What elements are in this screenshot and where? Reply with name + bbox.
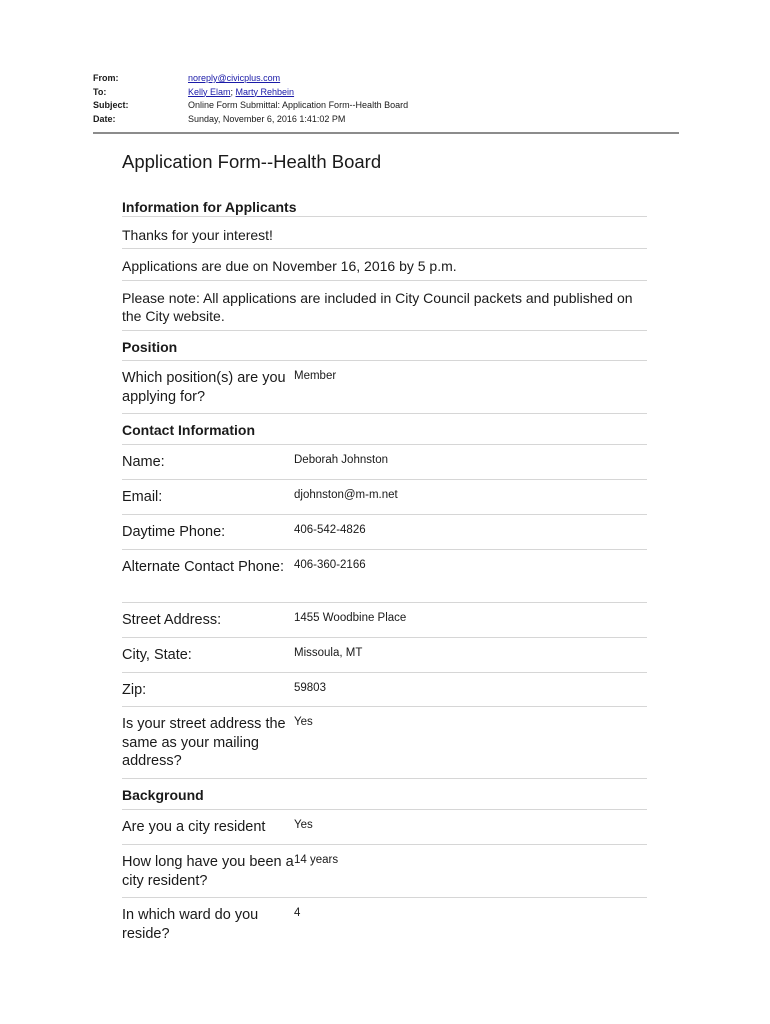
field-value: Missoula, MT (294, 647, 363, 659)
field-label: Zip: (122, 682, 147, 698)
field-value: 1455 Woodbine Place (294, 612, 407, 624)
field-label: How long have you been a city resident? (122, 854, 294, 889)
field-value: Deborah Johnston (294, 454, 388, 466)
date-row (93, 113, 633, 127)
field-row (122, 638, 647, 673)
to-recipient-link[interactable]: Marty Rehbein (235, 86, 295, 97)
field-value: 4 (294, 907, 301, 919)
field-label: Which position(s) are you applying for? (122, 370, 286, 405)
info-line: Applications are due on November 16, 2016 by 5 p.m. (122, 249, 647, 281)
field-label: Street Address: (122, 612, 222, 628)
subject-label: Subject: (93, 100, 129, 110)
section-heading-position: Position (122, 331, 647, 361)
date-value: Sunday, November 6, 2016 1:41:02 PM (188, 113, 346, 124)
header-divider (93, 132, 679, 134)
to-label: To: (93, 86, 107, 97)
info-line: Thanks for your interest! (122, 217, 647, 249)
field-label: Email: (122, 489, 163, 505)
field-row (122, 480, 647, 515)
field-label: Alternate Contact Phone: (122, 559, 285, 575)
info-line: Please note: All applications are included in City Council packets and published on the City website. (122, 281, 647, 331)
field-value: 59803 (294, 682, 326, 694)
field-value: 406-360-2166 (294, 559, 366, 571)
field-row (122, 361, 647, 414)
subject-row (93, 99, 633, 113)
field-row (122, 673, 647, 707)
to-recipient-link[interactable]: Kelly Elam (188, 86, 231, 97)
field-value: 406-542-4826 (294, 524, 366, 536)
to-separator: ; (230, 86, 236, 97)
field-row (122, 550, 647, 603)
field-row (122, 603, 647, 638)
field-row (122, 810, 647, 845)
field-row (122, 898, 647, 950)
from-row (93, 72, 633, 86)
field-value: Yes (294, 716, 313, 728)
field-label: Are you a city resident (122, 819, 266, 835)
to-row (93, 86, 633, 100)
field-label: Name: (122, 454, 165, 470)
section-heading-background: Background (122, 779, 647, 810)
subject-value: Online Form Submittal: Application Form--Health Board (188, 100, 409, 110)
form-title: Application Form--Health Board (122, 151, 382, 172)
email-header (93, 72, 633, 126)
field-label: Is your street address the same as your mailing address? (122, 716, 286, 769)
field-label: City, State: (122, 647, 192, 663)
field-value: Yes (294, 819, 313, 831)
from-email-link[interactable]: noreply@civicplus.com (188, 73, 281, 83)
application-form (122, 150, 647, 950)
date-label: Date: (93, 113, 116, 124)
from-label: From: (93, 73, 119, 83)
field-row (122, 515, 647, 550)
field-row (122, 707, 647, 779)
field-value: 14 years (294, 854, 339, 866)
field-label: In which ward do you reside? (122, 907, 259, 942)
field-row (122, 445, 647, 480)
section-heading-contact: Contact Information (122, 414, 647, 445)
field-value: djohnston@m-m.net (294, 489, 398, 501)
field-value: Member (294, 370, 337, 382)
section-heading-info: Information for Applicants (122, 180, 647, 217)
field-row (122, 845, 647, 898)
field-label: Daytime Phone: (122, 524, 226, 540)
